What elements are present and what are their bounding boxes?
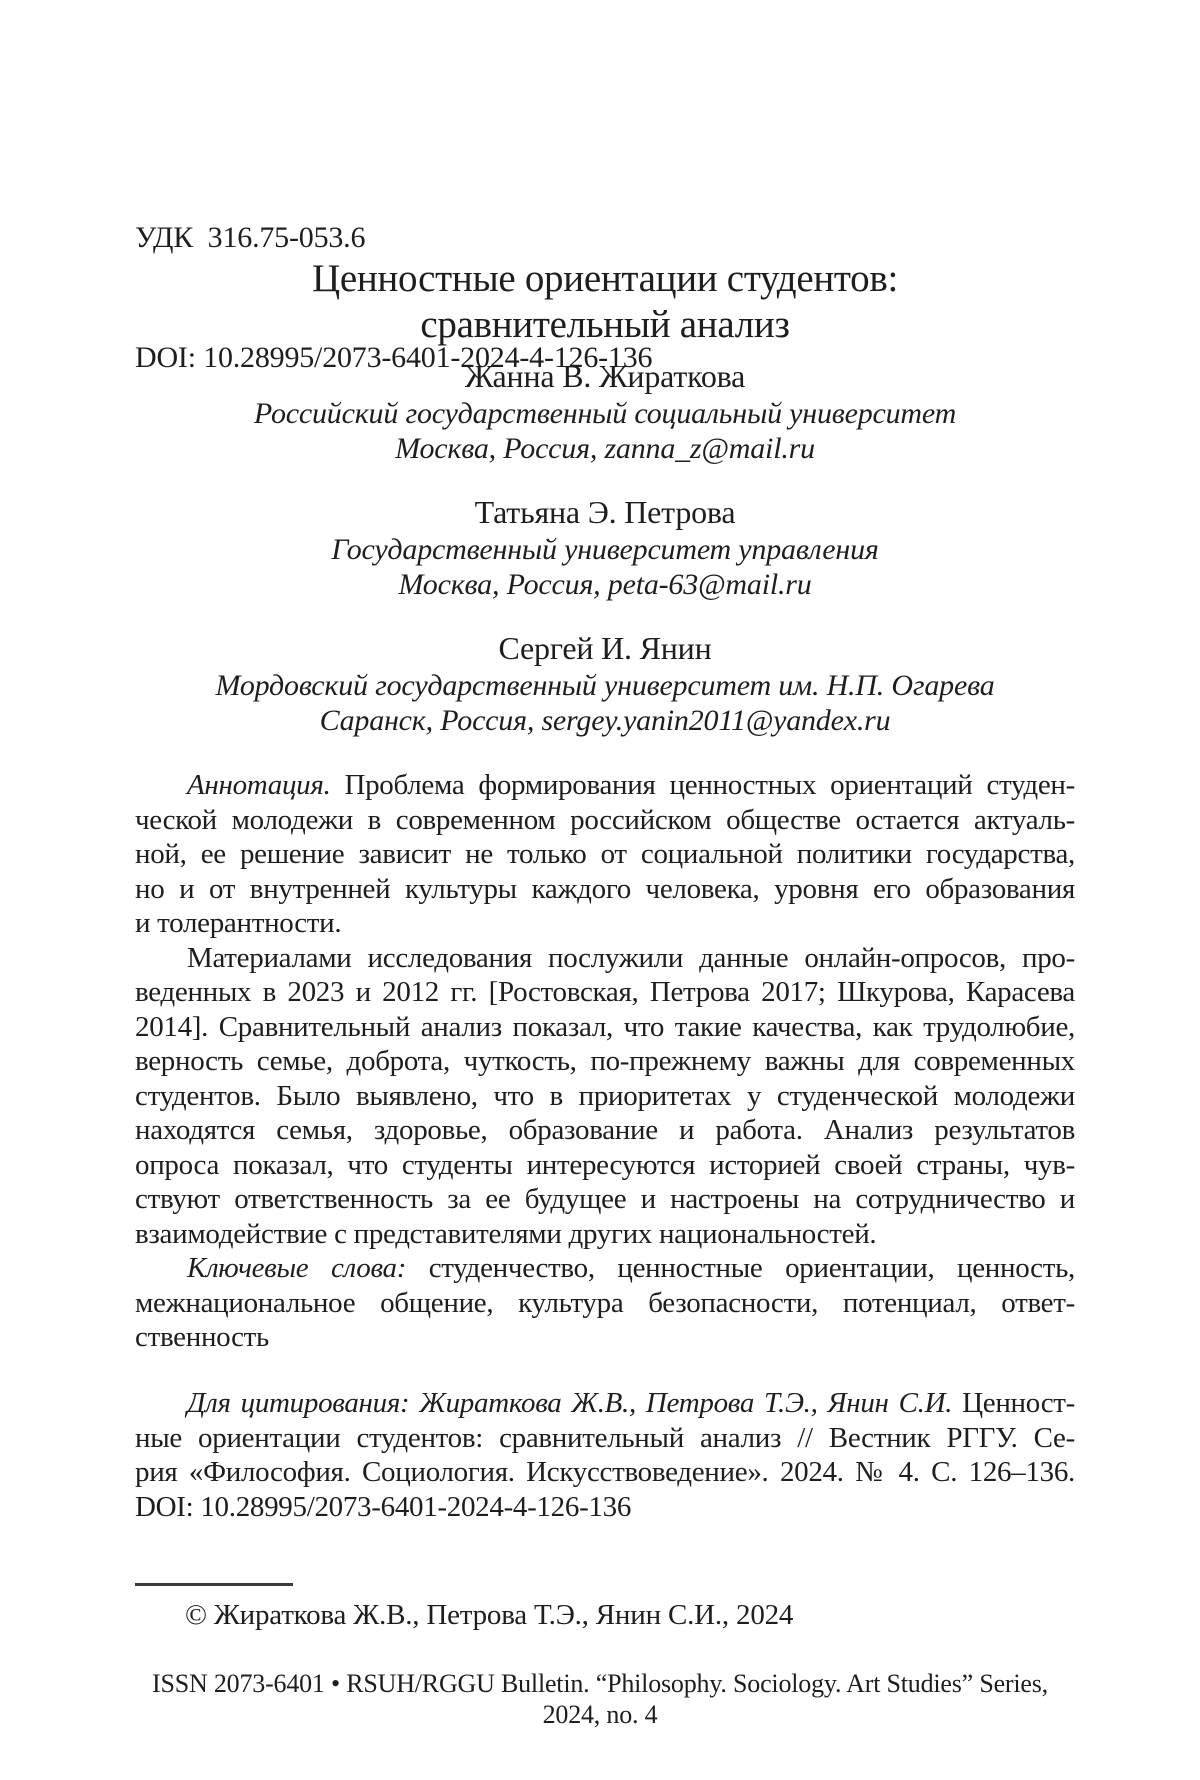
abstract-section (135, 768, 1075, 1355)
footnote-divider (135, 1583, 293, 1586)
abstract-line: ственность (135, 1321, 269, 1353)
author-contact: Москва, Россия, zanna_z@mail.ru (395, 432, 815, 465)
citation-section (135, 1386, 1075, 1524)
author-affiliation: Государственный университет управления (331, 533, 879, 566)
author-name: Жанна В. Жираткова (464, 358, 746, 394)
footer-issn-line: ISSN 2073-6401 • RSUH/RGGU Bulletin. “Philosophy. Sociology. Art Studies” Series, (152, 1669, 1048, 1698)
abstract-line: Аннотация. Проблема формирования ценностных ориентаций студен- (187, 769, 1075, 801)
citation-line: рия «Философия. Социология. Искусствоведение». 2024. № 4. С. 126–136. (135, 1456, 1075, 1488)
title-line-2: сравнительный анализ (420, 303, 790, 346)
abstract-line: ной, ее решение зависит не только от социальной политики государства, (135, 838, 1075, 870)
copyright-line: © Жираткова Ж.В., Петрова Т.Э., Янин С.И., 2024 (185, 1599, 794, 1631)
abstract-line: Материалами исследования послужили данные онлайн-опросов, про- (187, 941, 1075, 974)
author-block (135, 356, 1075, 466)
abstract-line: взаимодействие с представителями других национальностей. (135, 1217, 877, 1250)
abstract-line: студентов. Было выявлено, что в приоритетах у студенческой молодежи (135, 1079, 1075, 1112)
abstract-line: опроса показал, что студенты интересуются историей своей страны, чув- (135, 1148, 1075, 1181)
author-affiliation: Мордовский государственный университет им. Н.П. Огарева (215, 669, 995, 702)
citation-line: Для цитирования: Жираткова Ж.В., Петрова Т.Э., Янин С.И. Ценност- (187, 1387, 1075, 1419)
abstract-line: но и от внутренней культуры каждого человека, уровня его образования (135, 872, 1075, 905)
author-contact: Саранск, Россия, sergey.yanin2011@yandex.ru (319, 704, 891, 737)
abstract-line: веденных в 2023 и 2012 гг. [Ростовская, Петрова 2017; Шкурова, Карасева (135, 976, 1075, 1008)
author-affiliation: Российский государственный социальный университет (253, 397, 957, 430)
abstract-line: Ключевые слова: студенчество, ценностные ориентации, ценность, (187, 1252, 1075, 1284)
abstract-line: ствуют ответственность за ее будущее и настроены на сотрудничество и (135, 1183, 1075, 1215)
citation-line: ные ориентации студентов: сравнительный анализ // Вестник РГГУ. Се- (135, 1421, 1075, 1454)
journal-footer (0, 1668, 1200, 1730)
abstract-line: находятся семья, здоровье, образование и работа. Анализ результатов (135, 1114, 1075, 1146)
abstract-line: межнациональное общение, культура безопасности, потенциал, ответ- (135, 1286, 1075, 1319)
author-contact: Москва, Россия, peta-63@mail.ru (398, 568, 812, 601)
authors-section (135, 356, 1075, 764)
doi-number: DOI: 10.28995/2073-6401-2024-4-126-136 (135, 341, 653, 374)
citation-line: DOI: 10.28995/2073-6401-2024-4-126-136 (135, 1490, 632, 1523)
footer-issue-line: 2024, no. 4 (542, 1700, 658, 1729)
abstract-line: 2014]. Сравнительный анализ показал, что такие качества, как трудолюбие, (135, 1010, 1075, 1043)
author-block (135, 628, 1075, 738)
abstract-line: верность семье, доброта, чуткость, по-прежнему важны для современных (135, 1045, 1075, 1077)
author-name: Сергей И. Янин (498, 630, 712, 666)
udk-number: УДК 316.75-053.6 (135, 221, 366, 254)
title-line-1: Ценностные ориентации студентов: (311, 257, 898, 300)
abstract-line: и толерантности. (135, 907, 342, 939)
author-block (135, 492, 1075, 602)
author-name: Татьяна Э. Петрова (474, 494, 736, 530)
article-title (135, 256, 1075, 348)
abstract-line: ческой молодежи в современном российском обществе остается актуаль- (135, 803, 1075, 836)
